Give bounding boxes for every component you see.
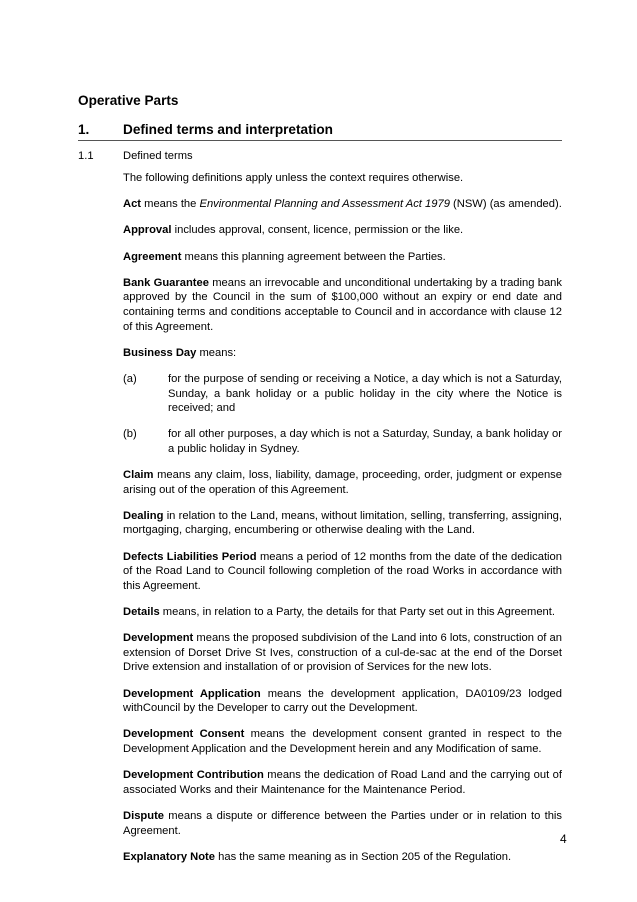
definition-term: Bank Guarantee (123, 276, 209, 289)
definition-term: Development (123, 632, 194, 645)
definition-development (123, 631, 562, 675)
definition-term: Explanatory Note (123, 850, 216, 863)
definition-defects-liabilities-period (123, 550, 562, 594)
definition-dispute (123, 809, 562, 838)
subclause-title: Defined terms (123, 150, 193, 162)
definition-text: means the proposed subdivision of the Land into 6 lots, construction of an extension of Dorset Drive St Ives, construction of a cul-de-sac at the end of the Dorset Drive extension and installation of or provision of Services for the new lots. (123, 632, 562, 674)
definition-term: Development Consent (123, 728, 245, 741)
clause-heading (78, 121, 562, 139)
definition-term: Details (123, 606, 160, 618)
definition-text: (NSW) (as amended). (449, 198, 562, 211)
definition-text: means the development application, DA0109/23 lodged withCouncil by the Developer to carry out the Development. (123, 687, 562, 715)
intro-paragraph: The following definitions apply unless the context requires otherwise. (123, 172, 464, 184)
definition-bank-guarantee (123, 276, 562, 334)
definition-claim (123, 468, 562, 497)
act-title: Environmental Planning and Assessment Act 1979 (199, 198, 450, 211)
list-item-label: (a) (123, 372, 137, 385)
definition-development-application (123, 687, 562, 716)
definition-text: means any claim, loss, liability, damage, proceeding, order, judgment or expense arising out of the operation of this Agreement. (123, 469, 562, 496)
list-item-text: for all other purposes, a day which is not a Saturday, Sunday, a bank holiday or a public holiday in Sydney. (168, 428, 562, 455)
definition-text: means the development consent granted in respect to the Development Application and the Development herein and any Modification of same. (123, 728, 562, 755)
definition-text: means: (196, 346, 237, 359)
definition-text: means the (141, 198, 200, 211)
definition-term: Defects Liabilities Period (123, 550, 257, 563)
list-item-text: for the purpose of sending or receiving a Notice, a day which is not a Saturday, Sunday, a bank holiday or a public holiday in the city where the Notice is received; and (168, 372, 562, 415)
definition-text: means an irrevocable and unconditional undertaking by a trading bank approved by the Council in the sum of $100,000 without an expiry or end date and containing terms and conditions acceptable to Council and in accordance with clause 12 of this Agreement. (123, 276, 562, 333)
business-day-list (123, 372, 562, 457)
definition-approval (123, 223, 562, 238)
clause-title: Defined terms and interpretation (123, 122, 333, 137)
definition-details (123, 605, 562, 620)
definition-term: Act (123, 198, 142, 211)
definition-dealing (123, 509, 562, 538)
definition-term: Development Contribution (123, 769, 264, 782)
definition-term: Dealing (123, 509, 164, 522)
list-item-label: (b) (123, 428, 137, 441)
definition-text: means this planning agreement between the Parties. (181, 250, 446, 263)
definition-text: means a dispute or difference between the Parties under or in relation to this Agreement. (123, 809, 562, 837)
definition-term: Business Day (123, 346, 197, 359)
definition-term: Approval (123, 224, 172, 237)
definition-explanatory-note (123, 850, 562, 865)
heading-divider (78, 140, 562, 141)
definition-text: means the dedication of Road Land and the carrying out of associated Works and their Maintenance for the Maintenance Period. (123, 769, 562, 796)
definition-term: Development Application (123, 687, 261, 700)
clause-number: 1. (78, 122, 90, 137)
section-title: Operative Parts (78, 93, 179, 108)
definition-text: has the same meaning as in Section 205 of the Regulation. (215, 850, 512, 863)
definition-term: Dispute (123, 809, 165, 822)
list-item (123, 372, 562, 416)
definition-business-day (123, 346, 562, 361)
definition-agreement (123, 250, 562, 265)
page-number: 4 (560, 832, 567, 846)
definition-term: Agreement (123, 250, 182, 263)
list-item (123, 427, 562, 456)
definition-development-consent (123, 727, 562, 756)
subclause-number: 1.1 (78, 150, 94, 162)
definitions-body (123, 171, 562, 876)
definition-term: Claim (123, 469, 154, 482)
definition-text: means, in relation to a Party, the details for that Party set out in this Agreement. (159, 606, 555, 618)
definition-act (123, 197, 562, 212)
definition-development-contribution (123, 768, 562, 797)
definition-text: in relation to the Land, means, without limitation, selling, transferring, assigning, mortgaging, charging, encumbering or otherwise dealing with the Land. (123, 509, 562, 537)
definition-text: includes approval, consent, licence, permission or the like. (171, 224, 464, 237)
definition-text: means a period of 12 months from the date of the dedication of the Road Land to Council following completion of the road Works in accordance with this Agreement. (123, 550, 562, 592)
